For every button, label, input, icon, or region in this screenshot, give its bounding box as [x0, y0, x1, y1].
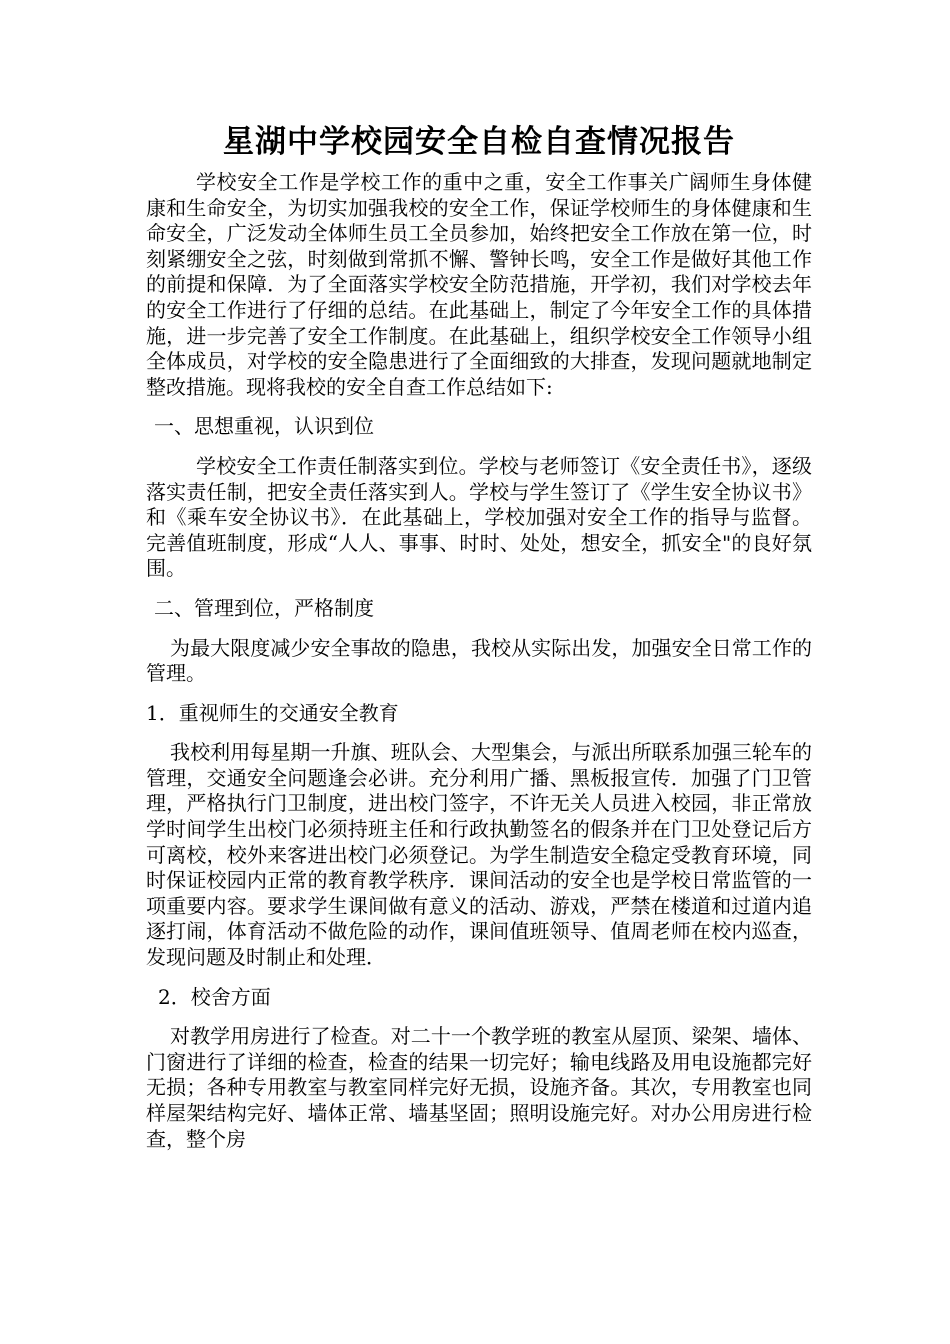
item-2-paragraph: 对教学用房进行了检查。对二十一个教学班的教室从屋顶、梁架、墙体、门窗进行了详细的检查，检查的结果一切完好；输电线路及用电设施都完好无损；各种专用教室与教室同样完好无损，设施齐备。其次，专用教室也同样屋架结构完好、墙体正常、墙基坚固；照明设施完好。对办公用房进行检查，整个房 [146, 1024, 812, 1151]
item-1-paragraph: 我校利用每星期一升旗、班队会、大型集会，与派出所联系加强三轮车的管理，交通安全问题逢会必讲。充分利用广播、黑板报宣传．加强了门卫管理，严格执行门卫制度，进出校门签字，不许无关人员进入校园，非正常放学时间学生出校门必须持班主任和行政执勤签名的假条并在门卫处登记后方可离校，校外来客进出校门必须登记。为学生制造安全稳定受教育环境，同时保证校园内正常的教育教学秩序．课间活动的安全也是学校日常监管的一项重要内容。要求学生课间做有意义的活动、游戏，严禁在楼道和过道内追逐打闹，体育活动不做危险的动作，课间值班领导、值周老师在校内巡查，发现问题及时制止和处理． [146, 740, 812, 970]
section-1-paragraph: 学校安全工作责任制落实到位。学校与老师签订《安全责任书》，逐级落实责任制，把安全责任落实到人。学校与学生签订了《学生安全协议书》和《乘车安全协议书》．在此基础上，学校加强对安全工作的指导与监督。完善值班制度，形成“人人、事事、时时、处处，想安全，抓安全"的良好氛围。 [146, 453, 812, 581]
item-2-heading: 2．校舍方面 [158, 984, 271, 1009]
section-2-paragraph: 为最大限度减少安全事故的隐患，我校从实际出发，加强安全日常工作的管理。 [146, 635, 812, 686]
section-2-heading: 二、管理到位，严格制度 [154, 595, 374, 620]
document-page [146, 118, 812, 1152]
item-1-heading: 1．重视师生的交通安全教育 [146, 700, 399, 725]
document-title: 星湖中学校园安全自检自查情况报告 [223, 124, 735, 160]
intro-paragraph: 学校安全工作是学校工作的重中之重，安全工作事关广阔师生身体健康和生命安全，为切实加强我校的安全工作，保证学校师生的身体健康和生命安全，广泛发动全体师生员工全员参加，始终把安全工作放在第一位，时刻紧绷安全之弦，时刻做到常抓不懈、警钟长鸣，安全工作是做好其他工作的前提和保障．为了全面落实学校安全防范措施，开学初，我们对学校去年的安全工作进行了仔细的总结。在此基础上，制定了今年安全工作的具体措施，进一步完善了安全工作制度。在此基础上，组织学校安全工作领导小组全体成员，对学校的安全隐患进行了全面细致的大排查，发现问题就地制定整改措施。现将我校的安全自查工作总结如下: [146, 170, 812, 399]
section-1-heading: 一、思想重视，认识到位 [154, 414, 374, 439]
